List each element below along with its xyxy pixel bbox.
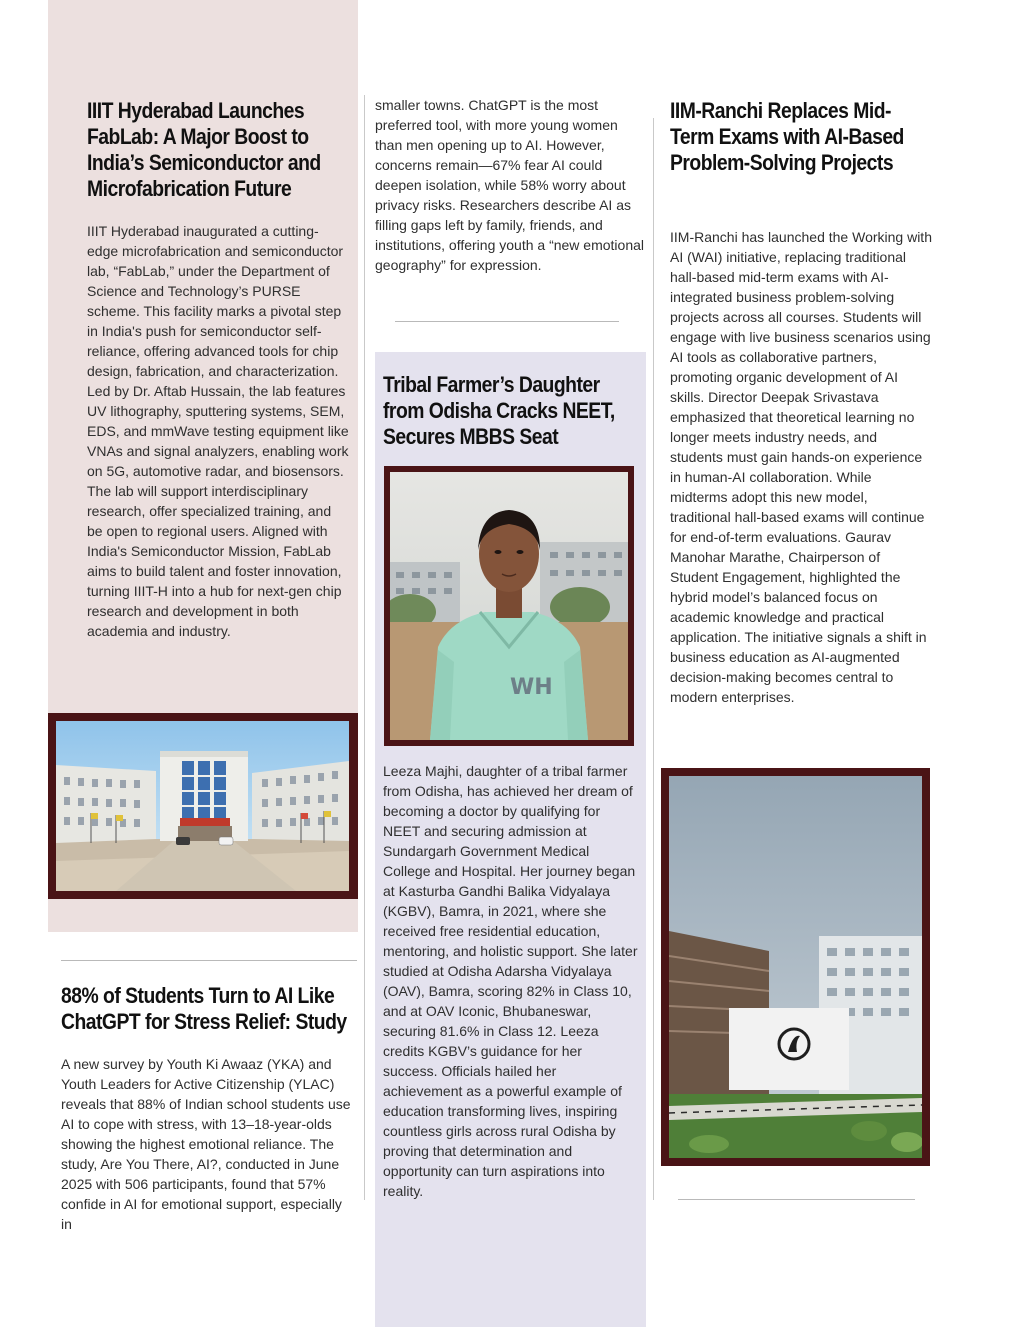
neet-body: Leeza Majhi, daughter of a tribal farmer from Odisha, has achieved her dream of becoming a doctor by qualifying for NEET and securing admission at Sundargarh Government Medical College and Hospital. Her journey began at Kasturba Gandhi Balika Vidyalaya (KGBV), Bamra, in 2021, where she received free residential education, mentoring, and holistic support. She later studied at Odisha Adarsha Vidyalaya (OAV), Bamra, scoring 82% in Class 10, and at OAV Iconic, Bhubaneswar, securing 81.6% in Class 12. Leeza credits KGBV’s guidance for her success. Officials hailed her achievement as a powerful example of education transforming lives, inspiring countless girls across rural Odisha by proving that determination and opportunity can turn aspirations into reality. — [383, 763, 638, 1199]
middle-column-rule — [395, 321, 619, 322]
iim-ranchi-campus-photo — [661, 768, 930, 1166]
ai-stress-headline: 88% of Students Turn to AI Like ChatGPT for Stress Relief: Study — [61, 983, 347, 1034]
column-divider-left — [364, 95, 365, 1200]
leeza-portrait-illustration — [390, 472, 628, 740]
column-divider-right — [653, 118, 654, 1200]
ai-stress-body-part2: smaller towns. ChatGPT is the most preferred tool, with more young women than men opening up to AI. However, concerns remain—67% fear AI could deepen isolation, while 58% worry about privacy risks. Researchers describe AI as filling gaps left by family, friends, and institutions, offering youth a “new emotional geography” for expression. — [375, 97, 645, 273]
iim-body: IIM-Ranchi has launched the Working with AI (WAI) initiative, replacing traditional hall-based mid-term exams with AI-integrated business problem-solving projects across all courses. Students will engage with live business scenarios using AI tools as collaborative partners, promoting organic development of AI skills. Director Deepak Srivastava emphasized that theoretical learning no longer meets industry needs, and students must gain hands-on experience in human-AI collaboration. While midterms adopt this new model, traditional hall-based exams will continue for end-of-term evaluations. Gaurav Manohar Marathe, Chairperson of Student Engagement, highlighted the hybrid model’s balanced focus on academic knowledge and practical application. The initiative signals a shift in business education as AI-augmented decision-making becomes central to modern enterprises. — [670, 229, 932, 705]
leeza-majhi-photo — [384, 466, 634, 746]
fablab-body: IIIT Hyderabad inaugurated a cutting-edge microfabrication and semiconductor lab, “FabLab,” under the Department of Science and Technology’s PURSE scheme. This facility marks a pivotal step in India's push for semiconductor self-reliance, offering advanced tools for chip design, fabrication, and characterization. Led by Dr. Aftab Hussain, the lab features UV lithography, sputtering systems, SEM, EDS, and mmWave testing equipment like VNAs and signal analyzers, enabling work on 5G, automotive radar, and biosensors. The lab will support interdisciplinary research, offer specialized training, and be open to regional users. Aligned with India's Semiconductor Mission, FabLab aims to build talent and foster innovation, turning IIIT-H into a hub for next-gen chip research and development in both academia and industry. — [87, 223, 349, 639]
iim-headline: IIM-Ranchi Replaces Mid-Term Exams with AI-Based Problem-Solving Projects — [670, 98, 904, 175]
neet-headline: Tribal Farmer’s Daughter from Odisha Cracks NEET, Secures MBBS Seat — [383, 372, 615, 449]
kurta-print-text: WH — [510, 675, 553, 700]
fablab-headline: IIIT Hyderabad Launches FabLab: A Major Boost to India’s Semiconductor and Microfabrication Future — [87, 98, 321, 201]
ai-stress-top-rule — [61, 960, 357, 961]
iiit-building-photo — [48, 713, 358, 899]
iim-bottom-rule — [678, 1199, 915, 1200]
iim-campus-illustration — [669, 776, 922, 1158]
iiit-building-illustration — [56, 721, 349, 891]
ai-stress-body-part1: A new survey by Youth Ki Awaaz (YKA) and Youth Leaders for Active Citizenship (YLAC) reveals that 88% of Indian school students use AI to cope with stress, with 13–18-year-olds showing the highest emotional reliance. The study, Are You There, AI?, conducted in June 2025 with 506 participants, found that 57% confide in AI for emotional support, especially in — [61, 1056, 351, 1232]
